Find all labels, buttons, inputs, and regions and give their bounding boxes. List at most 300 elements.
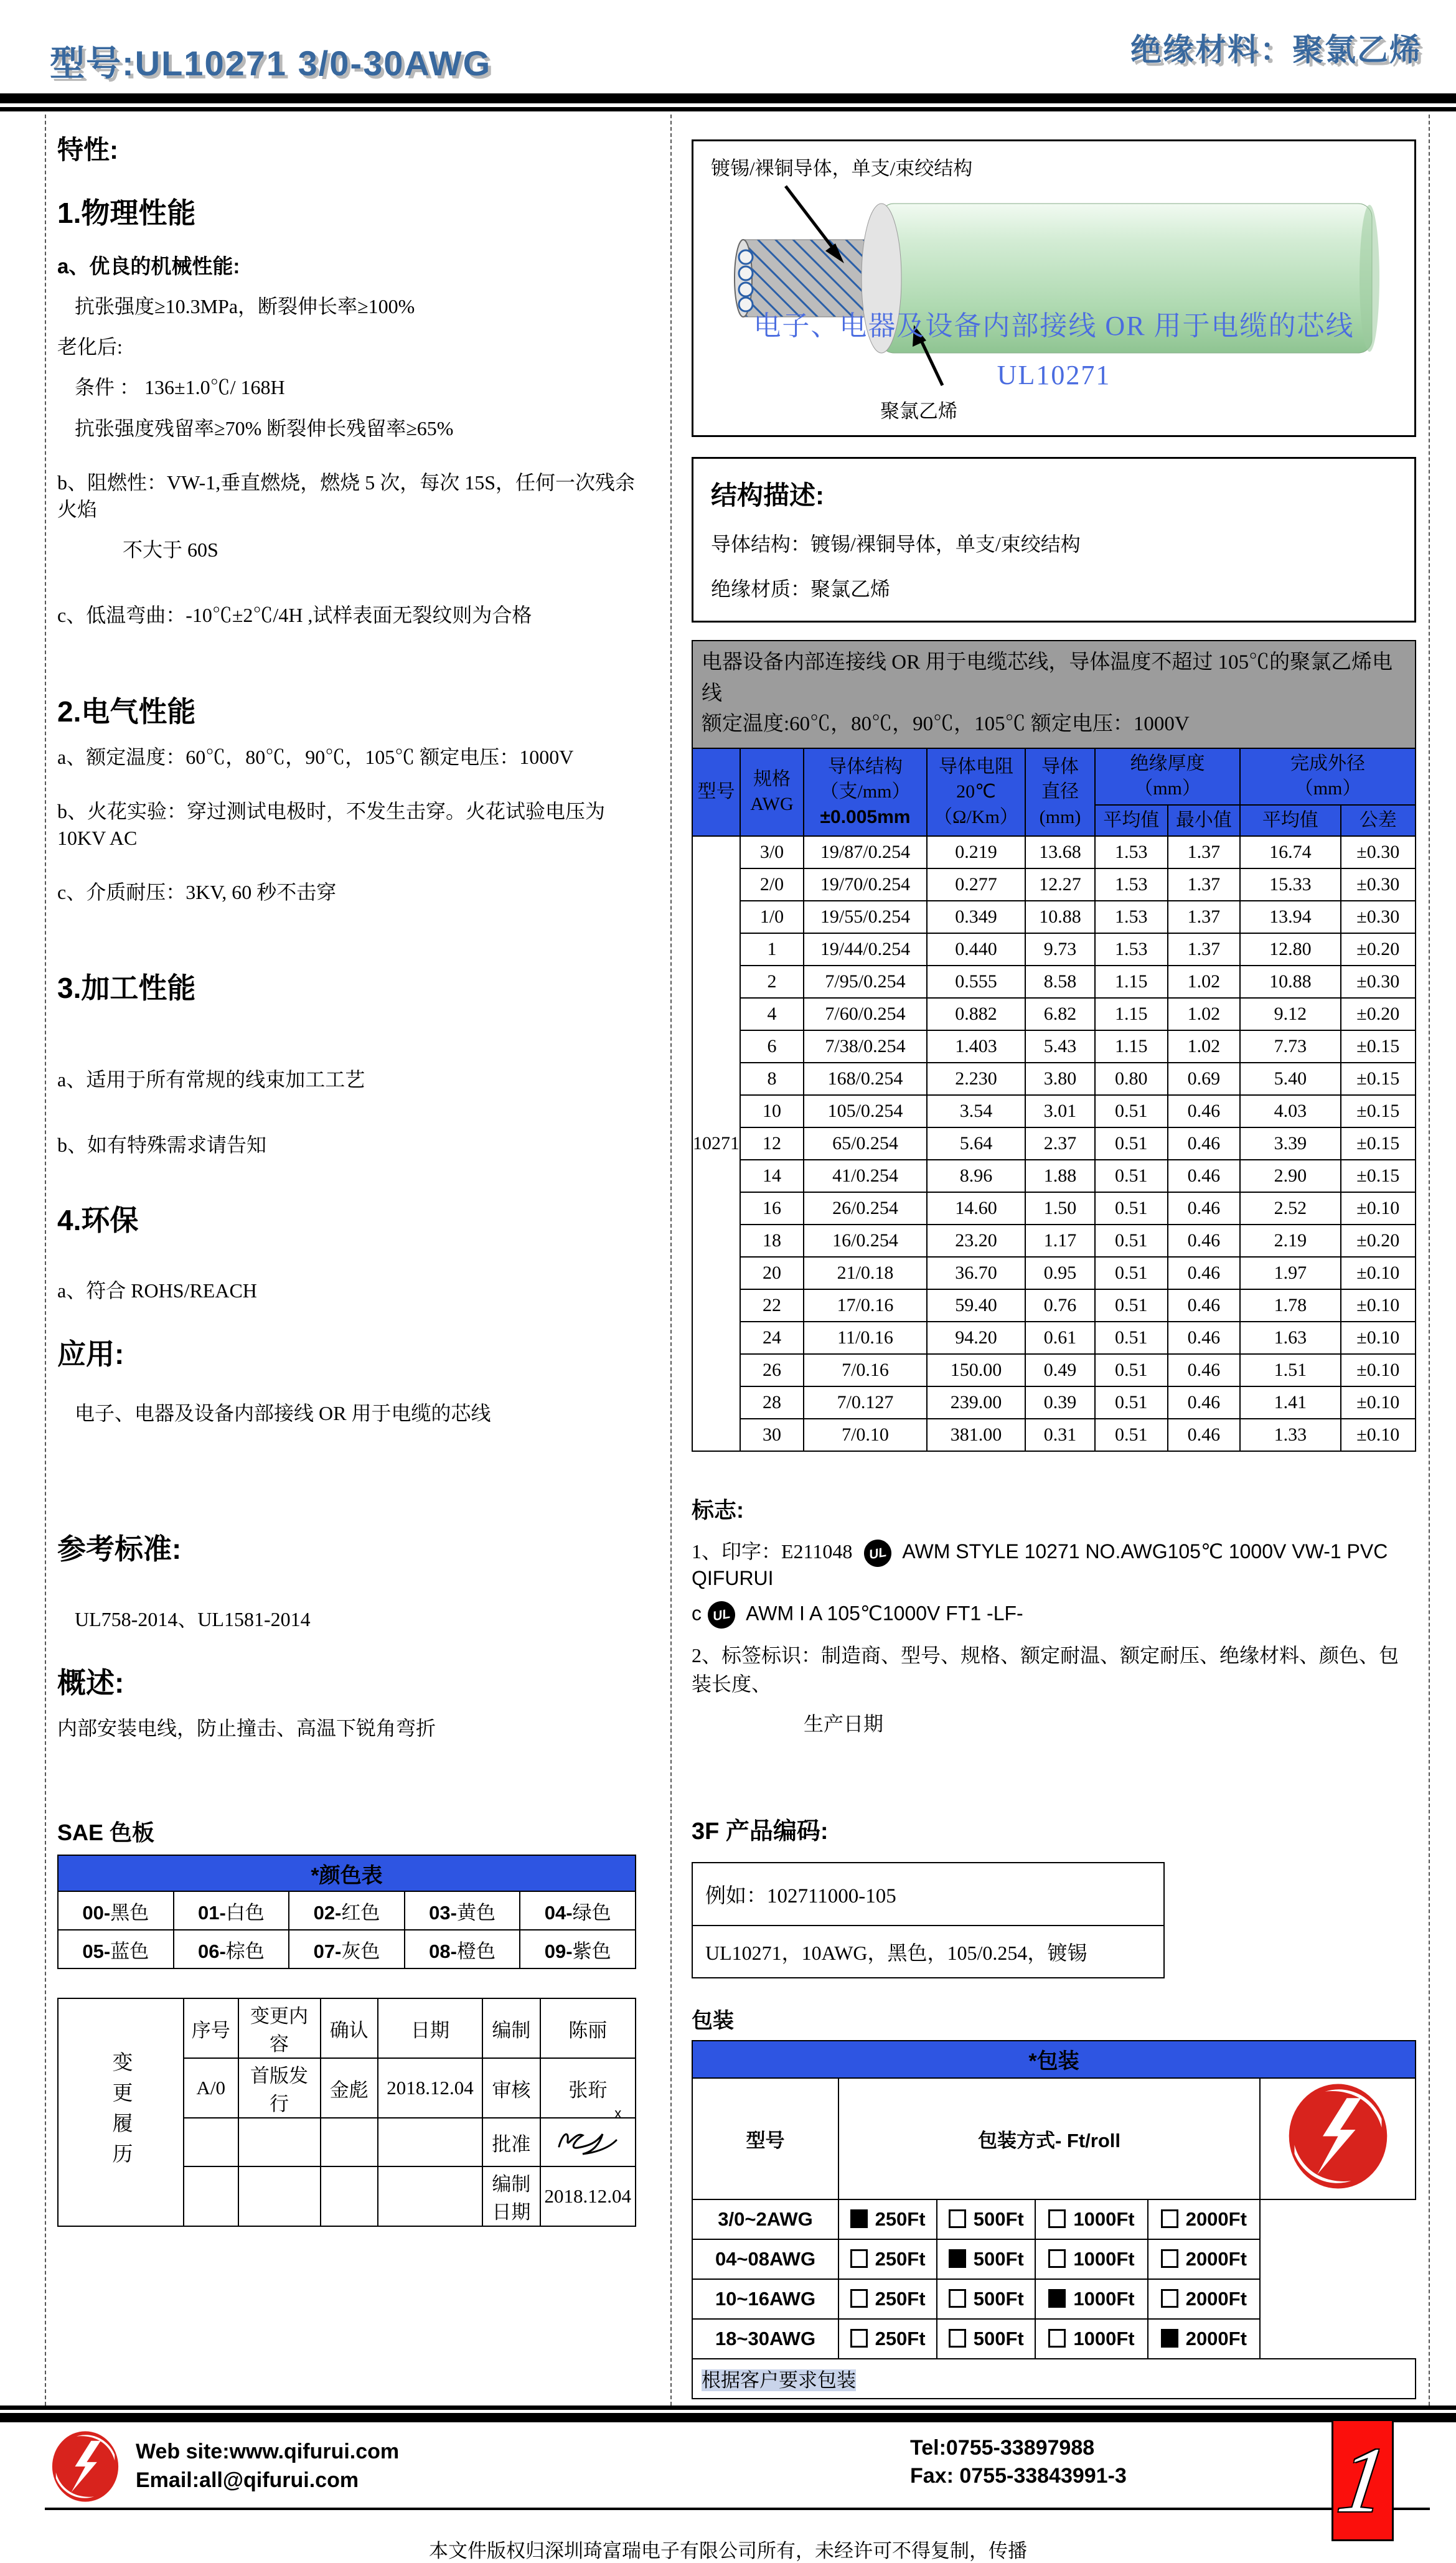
spec-cell: 0.51 bbox=[1095, 1127, 1168, 1160]
spec-header-line: 绝缘厚度 bbox=[1130, 753, 1205, 774]
spec-cell: 0.39 bbox=[1025, 1386, 1095, 1419]
spec-row bbox=[692, 868, 1416, 901]
approve-signature bbox=[540, 2105, 636, 2166]
checkbox-icon[interactable] bbox=[949, 2289, 966, 2308]
ul-logo-icon: UL bbox=[862, 1537, 894, 1569]
pack-option-cell[interactable]: 1000Ft bbox=[1035, 2279, 1147, 2319]
spec-cell: 3.80 bbox=[1025, 1063, 1095, 1095]
pack-option-cell[interactable]: 500Ft bbox=[937, 2239, 1035, 2279]
footer-telfax bbox=[910, 2434, 1127, 2491]
marks-line1 bbox=[692, 1536, 1416, 1590]
s1-a-line1: 抗张强度≥10.3MPa，断裂伸长率≥100% bbox=[75, 295, 415, 317]
spec-header-line: (mm) bbox=[1039, 806, 1081, 827]
spec-cell: 16/0.254 bbox=[804, 1225, 927, 1257]
packaging-band: *包装 bbox=[692, 2041, 1416, 2078]
spec-cell: 1 bbox=[740, 933, 804, 966]
spec-cell: 1.97 bbox=[1240, 1257, 1340, 1289]
pack-row bbox=[692, 2279, 1416, 2319]
checkbox-icon[interactable] bbox=[850, 2329, 868, 2348]
spec-row bbox=[692, 966, 1416, 998]
spec-cell: 0.219 bbox=[927, 836, 1025, 868]
spec-cell: 0.51 bbox=[1095, 1354, 1168, 1386]
model-title: 型号:UL10271 3/0-30AWG bbox=[50, 44, 492, 83]
spec-cell: ±0.30 bbox=[1341, 901, 1416, 933]
spec-cell: 7/60/0.254 bbox=[804, 998, 927, 1030]
spec-cell: 1.37 bbox=[1168, 868, 1241, 901]
spec-header-line: AWG bbox=[750, 794, 794, 815]
signature-icon bbox=[550, 2122, 625, 2158]
color-name: 棕色 bbox=[225, 1940, 265, 1962]
spec-row bbox=[692, 1127, 1416, 1160]
spec-cell: 239.00 bbox=[927, 1386, 1025, 1419]
sae-color-title: SAE 色板 bbox=[57, 1820, 155, 1846]
pack-col-method: 包装方式- Ft/roll bbox=[838, 2078, 1260, 2199]
product-code-example: 例如：102711000-105 bbox=[693, 1863, 1163, 1926]
spec-cell: 1.78 bbox=[1240, 1289, 1340, 1322]
spec-row bbox=[692, 836, 1416, 868]
spec-cell: 3.01 bbox=[1025, 1095, 1095, 1127]
spec-subheader-cell bbox=[1341, 805, 1416, 837]
spec-row bbox=[692, 1257, 1416, 1289]
spec-cell: 12 bbox=[740, 1127, 804, 1160]
checkbox-icon[interactable] bbox=[1161, 2209, 1178, 2228]
spec-cell: 1.15 bbox=[1095, 966, 1168, 998]
spec-cell: 9.12 bbox=[1240, 998, 1340, 1030]
pack-col-model: 型号 bbox=[692, 2078, 838, 2199]
pack-option-cell[interactable]: 2000Ft bbox=[1148, 2239, 1260, 2279]
spec-cell: ±0.20 bbox=[1341, 998, 1416, 1030]
s1-residual: 抗张强度残留率≥70% 断裂伸长残留率≥65% bbox=[75, 416, 454, 440]
spec-cell: ±0.30 bbox=[1341, 868, 1416, 901]
spec-cell: 0.51 bbox=[1095, 1095, 1168, 1127]
rev-content: 首版发行 bbox=[238, 2058, 321, 2118]
spec-cell: 22 bbox=[740, 1289, 804, 1322]
spec-cell: 65/0.254 bbox=[804, 1127, 927, 1160]
structure-line2: 绝缘材质：聚氯乙烯 bbox=[711, 578, 891, 600]
spec-cell: 2.230 bbox=[927, 1063, 1025, 1095]
spec-cell: 0.49 bbox=[1025, 1354, 1095, 1386]
pack-row bbox=[692, 2319, 1416, 2359]
spec-cell: 16 bbox=[740, 1192, 804, 1225]
spec-header-line: （Ω/Km） bbox=[934, 806, 1018, 827]
spec-cell: ±0.10 bbox=[1341, 1257, 1416, 1289]
spec-row bbox=[692, 1063, 1416, 1095]
spec-cell: 5.43 bbox=[1025, 1030, 1095, 1063]
footer-website: Web site:www.qifurui.com bbox=[136, 2439, 400, 2463]
spec-cell: 0.46 bbox=[1168, 1257, 1241, 1289]
spec-cell: 14.60 bbox=[927, 1192, 1025, 1225]
spec-cell: ±0.10 bbox=[1341, 1322, 1416, 1354]
section4-title: 4.环保 bbox=[57, 1203, 139, 1236]
spec-cell: ±0.30 bbox=[1341, 966, 1416, 998]
spec-cell: 0.95 bbox=[1025, 1257, 1095, 1289]
structure-description-panel bbox=[692, 457, 1416, 623]
header-divider bbox=[0, 93, 1456, 115]
pack-option-cell[interactable]: 250Ft bbox=[838, 2239, 937, 2279]
color-cell: 00-黑色 bbox=[58, 1891, 174, 1930]
spec-cell: 0.51 bbox=[1095, 1386, 1168, 1419]
pack-model-cell: 10~16AWG bbox=[692, 2279, 838, 2319]
spec-cell: 16.74 bbox=[1240, 836, 1340, 868]
product-code-box bbox=[692, 1862, 1165, 1978]
spec-cell: 13.68 bbox=[1025, 836, 1095, 868]
packaging-table bbox=[692, 2040, 1416, 2399]
spec-cell: 7/38/0.254 bbox=[804, 1030, 927, 1063]
color-cell: 06-棕色 bbox=[174, 1930, 289, 1968]
spec-row bbox=[692, 1095, 1416, 1127]
color-cell: 02-红色 bbox=[289, 1891, 405, 1930]
spec-cell: 1.37 bbox=[1168, 933, 1241, 966]
pack-row bbox=[692, 2239, 1416, 2279]
color-name: 绿色 bbox=[572, 1901, 611, 1924]
spec-cell: 168/0.254 bbox=[804, 1063, 927, 1095]
spec-cell: 0.51 bbox=[1095, 1322, 1168, 1354]
spec-header-line: 直径 bbox=[1041, 781, 1079, 802]
pack-option-cell[interactable]: 500Ft bbox=[937, 2279, 1035, 2319]
empty-cell bbox=[378, 2118, 483, 2166]
section3-title: 3.加工性能 bbox=[57, 972, 196, 1005]
spec-cell: 0.555 bbox=[927, 966, 1025, 998]
pack-option-cell[interactable]: 2000Ft bbox=[1148, 2199, 1260, 2239]
checkbox-icon[interactable] bbox=[1161, 2289, 1178, 2308]
spec-cell: 1.53 bbox=[1095, 933, 1168, 966]
spec-cell: 19/55/0.254 bbox=[804, 901, 927, 933]
checkbox-checked-icon[interactable] bbox=[1161, 2329, 1178, 2348]
application-text: 电子、电器及设备内部接线 OR 用于电缆的芯线 bbox=[75, 1401, 491, 1424]
spec-cell: 10.88 bbox=[1025, 901, 1095, 933]
marks-section bbox=[692, 1493, 1416, 1737]
spec-cell: 3/0 bbox=[740, 836, 804, 868]
packaging-label: 包装 bbox=[692, 2008, 734, 2033]
spec-header-line: 平均值 bbox=[1262, 809, 1318, 830]
pack-model-cell: 3/0~2AWG bbox=[692, 2199, 838, 2239]
pack-option-cell[interactable]: 1000Ft bbox=[1035, 2319, 1147, 2359]
rev-no: A/0 bbox=[184, 2058, 238, 2118]
color-row bbox=[58, 1891, 636, 1930]
spec-cell: 1.17 bbox=[1025, 1225, 1095, 1257]
spec-cell: 8 bbox=[740, 1063, 804, 1095]
structure-line1: 导体结构：镀锡/裸铜导体，单支/束绞结构 bbox=[711, 533, 1081, 555]
spec-header-line: 导体电阻 bbox=[939, 756, 1013, 777]
spec-cell: 0.46 bbox=[1168, 1225, 1241, 1257]
spec-cell: 0.51 bbox=[1095, 1160, 1168, 1192]
spec-cell: 1.88 bbox=[1025, 1160, 1095, 1192]
spec-cell: 20 bbox=[740, 1257, 804, 1289]
spec-cell: 0.51 bbox=[1095, 1419, 1168, 1451]
footer-rule bbox=[45, 2508, 1430, 2510]
checkbox-icon[interactable] bbox=[949, 2329, 966, 2348]
spec-cell: 12.27 bbox=[1025, 868, 1095, 901]
spec-header-line: （支/mm） bbox=[820, 781, 911, 802]
spec-cell: 5.64 bbox=[927, 1127, 1025, 1160]
pack-option-cell[interactable]: 250Ft bbox=[838, 2279, 937, 2319]
rev-date: 2018.12.04 bbox=[378, 2058, 483, 2118]
spec-cell: 0.51 bbox=[1095, 1289, 1168, 1322]
spec-cell: 14 bbox=[740, 1160, 804, 1192]
spec-cell: 0.46 bbox=[1168, 1160, 1241, 1192]
spec-header-line: 导体结构 bbox=[828, 756, 903, 777]
spec-row bbox=[692, 1419, 1416, 1451]
footer-divider bbox=[0, 2405, 1456, 2427]
spec-cell: 13.94 bbox=[1240, 901, 1340, 933]
checkbox-icon[interactable] bbox=[949, 2209, 966, 2228]
spec-cell: 0.51 bbox=[1095, 1225, 1168, 1257]
spec-cell: 0.46 bbox=[1168, 1289, 1241, 1322]
features-title: 特性: bbox=[57, 135, 118, 164]
spec-header-line: 公差 bbox=[1359, 809, 1397, 830]
spec-header-line: 20℃ bbox=[956, 781, 996, 802]
pack-model-cell: 18~30AWG bbox=[692, 2319, 838, 2359]
col-content: 变更内容 bbox=[238, 1998, 321, 2058]
spec-cell: 1.53 bbox=[1095, 901, 1168, 933]
spec-cell: 1.02 bbox=[1168, 1030, 1241, 1063]
spec-cell: 2.19 bbox=[1240, 1225, 1340, 1257]
pack-option-cell[interactable]: 250Ft bbox=[838, 2319, 937, 2359]
color-name: 红色 bbox=[341, 1901, 380, 1924]
pack-option-cell[interactable]: 2000Ft bbox=[1148, 2319, 1260, 2359]
spec-cell: 18 bbox=[740, 1225, 804, 1257]
empty-cell bbox=[184, 2166, 238, 2226]
checkbox-icon[interactable] bbox=[1161, 2249, 1178, 2268]
spec-cell: 0.51 bbox=[1095, 1192, 1168, 1225]
s1-aging: 老化后: bbox=[57, 336, 123, 359]
spec-cell: 0.46 bbox=[1168, 1095, 1241, 1127]
spec-cell: ±0.10 bbox=[1341, 1419, 1416, 1451]
spec-cell: 94.20 bbox=[927, 1322, 1025, 1354]
review-value: 张珩 bbox=[540, 2058, 636, 2118]
spec-cell: 1.63 bbox=[1240, 1322, 1340, 1354]
pack-option-cell[interactable]: 1000Ft bbox=[1035, 2199, 1147, 2239]
spec-cell: 0.31 bbox=[1025, 1419, 1095, 1451]
checkbox-icon[interactable] bbox=[850, 2289, 868, 2308]
spec-cell: 0.440 bbox=[927, 933, 1025, 966]
checkbox-checked-icon[interactable] bbox=[1048, 2289, 1066, 2308]
spec-cell: 7/0.127 bbox=[804, 1386, 927, 1419]
s1-a-heading: a、优良的机械性能: bbox=[57, 255, 240, 278]
prepared-label: 编制 bbox=[482, 1998, 540, 2058]
marks-line2 bbox=[692, 1601, 1416, 1629]
spec-cell: 1.403 bbox=[927, 1030, 1025, 1063]
right-column bbox=[672, 115, 1429, 2405]
checkbox-icon[interactable] bbox=[1048, 2249, 1066, 2268]
spec-cell: 0.46 bbox=[1168, 1127, 1241, 1160]
spec-header-cell bbox=[1025, 748, 1095, 837]
structure-title: 结构描述: bbox=[711, 481, 824, 510]
spec-cell: 1.50 bbox=[1025, 1192, 1095, 1225]
pack-option-cell[interactable]: 500Ft bbox=[937, 2199, 1035, 2239]
spec-cell: 0.349 bbox=[927, 901, 1025, 933]
spec-row bbox=[692, 933, 1416, 966]
spec-cell: 24 bbox=[740, 1322, 804, 1354]
spec-cell: ±0.20 bbox=[1341, 1225, 1416, 1257]
spec-cell: 1.51 bbox=[1240, 1354, 1340, 1386]
pvc-label: 聚氯乙烯 bbox=[880, 400, 957, 422]
spec-cell: 1/0 bbox=[740, 901, 804, 933]
spec-cell: 5.40 bbox=[1240, 1063, 1340, 1095]
reference-text: UL758-2014、UL1581-2014 bbox=[75, 1608, 311, 1630]
pack-option-cell[interactable]: 2000Ft bbox=[1148, 2279, 1260, 2319]
spec-cell: 1.15 bbox=[1095, 1030, 1168, 1063]
spec-cell: 0.46 bbox=[1168, 1419, 1241, 1451]
marks-line2-suffix: AWM I A 105℃1000V FT1 -LF- bbox=[746, 1602, 1023, 1624]
pack-option-cell[interactable]: 500Ft bbox=[937, 2319, 1035, 2359]
change-history-table bbox=[57, 1998, 636, 2227]
spec-cell: 0.277 bbox=[927, 868, 1025, 901]
reference-title: 参考标准: bbox=[57, 1533, 182, 1565]
spec-cell: 8.58 bbox=[1025, 966, 1095, 998]
spec-cell: 10 bbox=[740, 1095, 804, 1127]
page-footer bbox=[0, 2427, 1456, 2563]
brand-logo-cell bbox=[1260, 2078, 1416, 2199]
spec-row bbox=[692, 998, 1416, 1030]
overview-title: 概述: bbox=[57, 1667, 124, 1700]
color-name: 黄色 bbox=[456, 1901, 496, 1924]
page-header bbox=[0, 0, 1456, 93]
empty-cell bbox=[184, 2118, 238, 2166]
checkbox-checked-icon[interactable] bbox=[850, 2209, 868, 2228]
pack-note-text: 根据客户要求包装 bbox=[702, 2369, 856, 2392]
spec-cell: 0.46 bbox=[1168, 1322, 1241, 1354]
spec-cell: 1.41 bbox=[1240, 1386, 1340, 1419]
pack-note-cell bbox=[692, 2359, 1416, 2399]
spec-subheader-cell bbox=[1095, 805, 1168, 837]
spec-cell: 105/0.254 bbox=[804, 1095, 927, 1127]
wire-application-line: 电子、电器及设备内部接线 OR 用于电缆的芯线 bbox=[753, 311, 1355, 341]
spec-header-line: （mm） bbox=[1134, 778, 1201, 799]
spec-cell: 9.73 bbox=[1025, 933, 1095, 966]
spec-header-cell bbox=[692, 748, 740, 837]
footer-contact bbox=[136, 2438, 399, 2495]
spec-cell: ±0.15 bbox=[1341, 1095, 1416, 1127]
spec-cell: 8.96 bbox=[927, 1160, 1025, 1192]
pack-note-row bbox=[692, 2359, 1416, 2399]
spec-note-band bbox=[692, 640, 1416, 748]
spec-cell: ±0.15 bbox=[1341, 1160, 1416, 1192]
spec-row bbox=[692, 1322, 1416, 1354]
color-cell: 09-紫色 bbox=[520, 1930, 636, 1968]
spec-cell: 0.882 bbox=[927, 998, 1025, 1030]
spec-cell: 59.40 bbox=[927, 1289, 1025, 1322]
spec-cell: 2/0 bbox=[740, 868, 804, 901]
spec-cell: 6.82 bbox=[1025, 998, 1095, 1030]
spec-cell: 6 bbox=[740, 1030, 804, 1063]
company-logo-icon bbox=[49, 2430, 122, 2503]
marks-line1-suffix: AWM STYLE 10271 NO.AWG105℃ 1000V VW-1 PVC QIFURUI bbox=[692, 1540, 1388, 1589]
spec-cell: ±0.15 bbox=[1341, 1063, 1416, 1095]
spec-cell: 2 bbox=[740, 966, 804, 998]
spec-cell: 0.46 bbox=[1168, 1354, 1241, 1386]
product-code-decode: UL10271，10AWG，黑色，105/0.254，镀锡 bbox=[705, 1941, 1087, 1964]
spec-cell: 7/95/0.254 bbox=[804, 966, 927, 998]
spec-cell: 19/87/0.254 bbox=[804, 836, 927, 868]
color-table-header: *颜色表 bbox=[58, 1855, 636, 1891]
overview-text: 内部安装电线，防止撞击、高温下锐角弯折 bbox=[57, 1717, 436, 1740]
s1-condition: 条件 ： 136±1.0℃/ 168H bbox=[75, 376, 285, 399]
spec-note-line2: 额定温度:60℃，80℃，90℃，105℃ 额定电压：1000V bbox=[702, 713, 1190, 735]
spec-cell: ±0.10 bbox=[1341, 1386, 1416, 1419]
color-name: 白色 bbox=[225, 1901, 265, 1924]
spec-cell: 2.90 bbox=[1240, 1160, 1340, 1192]
spec-cell: 23.20 bbox=[927, 1225, 1025, 1257]
spec-cell: ±0.10 bbox=[1341, 1289, 1416, 1322]
spec-header-line: ±0.005mm bbox=[820, 806, 911, 827]
section2-title: 2.电气性能 bbox=[57, 695, 196, 728]
spec-header-line: 完成外径 bbox=[1290, 753, 1366, 774]
s1-b-line: b、阻燃性：VW-1,垂直燃烧，燃烧 5 次，每次 15S，任何一次残余火焰 bbox=[57, 471, 636, 520]
spec-cell: 41/0.254 bbox=[804, 1160, 927, 1192]
spec-cell: 150.00 bbox=[927, 1354, 1025, 1386]
s1-b-line2: 不大于 60S bbox=[123, 538, 218, 562]
spec-header-cell bbox=[740, 748, 804, 837]
spec-cell: ±0.15 bbox=[1341, 1030, 1416, 1063]
marks-line1-prefix: 1、印字：E211048 bbox=[692, 1540, 853, 1563]
spec-cell: 0.69 bbox=[1168, 1063, 1241, 1095]
spec-cell: ±0.15 bbox=[1341, 1127, 1416, 1160]
spec-cell: 36.70 bbox=[927, 1257, 1025, 1289]
spec-cell: 12.80 bbox=[1240, 933, 1340, 966]
conductor-label: 镀锡/裸铜导体，单支/束绞结构 bbox=[711, 158, 973, 179]
color-cell: 04-绿色 bbox=[520, 1891, 636, 1930]
page-number: 1 bbox=[1332, 2428, 1394, 2532]
pack-option-cell[interactable]: 250Ft bbox=[838, 2199, 937, 2239]
spec-cell: 21/0.18 bbox=[804, 1257, 927, 1289]
spec-row bbox=[692, 1386, 1416, 1419]
pack-model-cell: 04~08AWG bbox=[692, 2239, 838, 2279]
prepared-date-value: 2018.12.04 bbox=[540, 2166, 636, 2226]
spec-cell: 1.02 bbox=[1168, 998, 1241, 1030]
footer-tel: Tel:0755-33897988 bbox=[910, 2435, 1095, 2460]
spec-header-line: 规格 bbox=[753, 768, 791, 789]
checkbox-icon[interactable] bbox=[1048, 2329, 1066, 2348]
color-name: 灰色 bbox=[341, 1940, 380, 1962]
body-columns bbox=[45, 115, 1430, 2405]
spec-cell: 0.46 bbox=[1168, 1192, 1241, 1225]
spec-cell: 19/44/0.254 bbox=[804, 933, 927, 966]
spec-row bbox=[692, 1289, 1416, 1322]
checkbox-icon[interactable] bbox=[850, 2249, 868, 2268]
s3-b-line: b、如有特殊需求请告知 bbox=[57, 1134, 267, 1157]
checkbox-checked-icon[interactable] bbox=[949, 2249, 966, 2268]
section1-title: 1.物理性能 bbox=[57, 197, 196, 229]
color-row bbox=[58, 1930, 636, 1968]
pack-option-cell[interactable]: 1000Ft bbox=[1035, 2239, 1147, 2279]
spec-cell: 28 bbox=[740, 1386, 804, 1419]
spec-cell: 7/0.10 bbox=[804, 1419, 927, 1451]
spec-cell: 7/0.16 bbox=[804, 1354, 927, 1386]
spec-cell: 1.15 bbox=[1095, 998, 1168, 1030]
spec-header-line: 平均值 bbox=[1103, 809, 1160, 830]
spec-cell: 15.33 bbox=[1240, 868, 1340, 901]
spec-cell: 17/0.16 bbox=[804, 1289, 927, 1322]
spec-row bbox=[692, 1030, 1416, 1063]
s2-a-line: a、额定温度：60℃，80℃，90℃，105℃ 额定电压：1000V bbox=[57, 745, 574, 768]
product-code-title: 3F 产品编码: bbox=[692, 1818, 829, 1845]
spec-subheader-cell bbox=[1240, 805, 1340, 837]
spec-cell: 30 bbox=[740, 1419, 804, 1451]
spec-table bbox=[692, 748, 1416, 1452]
wire-diagram-icon bbox=[693, 141, 1416, 439]
spec-header-cell bbox=[1240, 748, 1416, 805]
empty-cell bbox=[238, 2118, 321, 2166]
spec-note-line1: 电器设备内部连接线 OR 用于电缆芯线，导体温度不超过 105℃的聚氯乙烯电线 bbox=[702, 651, 1393, 705]
spec-cell: 0.80 bbox=[1095, 1063, 1168, 1095]
marks-line3: 2、标签标识：制造商、型号、规格、额定耐温、额定耐压、绝缘材料、颜色、包装长度、 bbox=[692, 1644, 1399, 1695]
checkbox-icon[interactable] bbox=[1048, 2209, 1066, 2228]
insulation-title: 绝缘材料：聚氯乙烯 bbox=[1130, 32, 1422, 67]
spec-cell: ±0.20 bbox=[1341, 933, 1416, 966]
spec-row bbox=[692, 901, 1416, 933]
signature-mark: x bbox=[614, 2105, 622, 2122]
